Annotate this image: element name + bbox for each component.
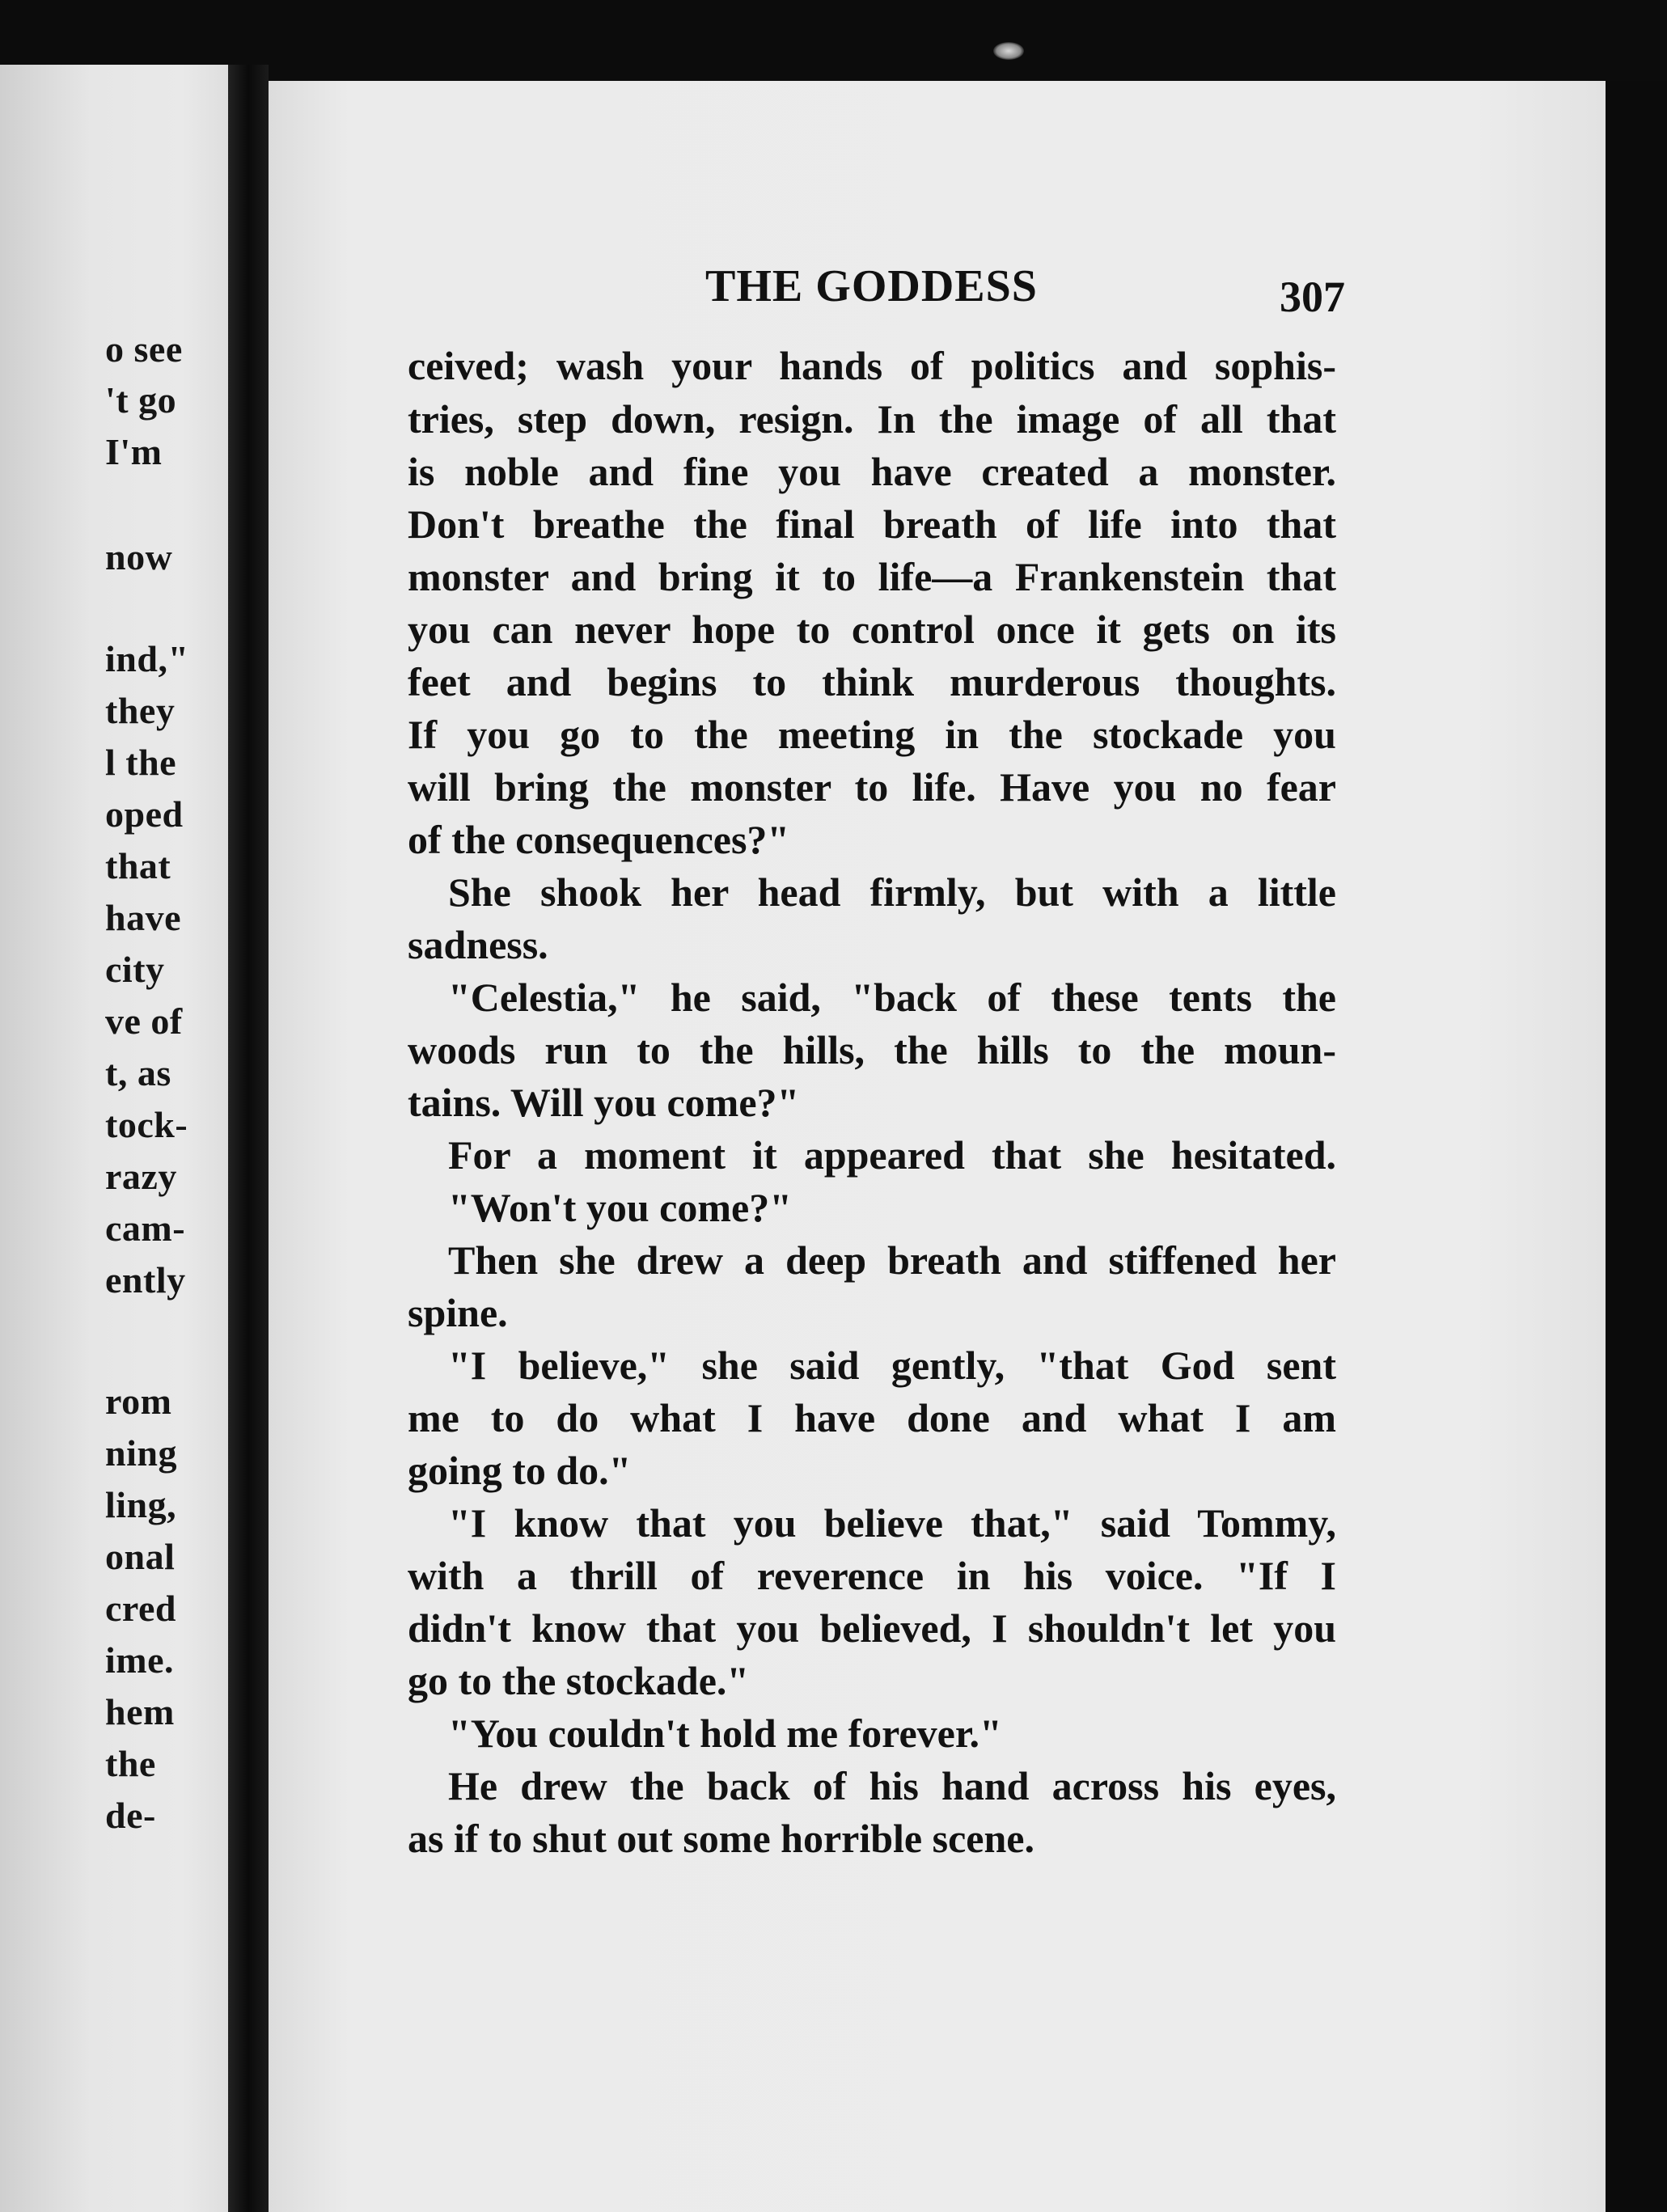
book-gutter <box>228 65 269 2212</box>
text-line: tries, step down, resign. In the image of all that <box>408 396 1336 442</box>
facing-page-fragment: now <box>105 536 173 577</box>
text-line: me to do what I have done and what I am <box>408 1395 1336 1440</box>
text-line: of the consequences?" <box>408 817 790 862</box>
facing-page-fragment: tock- <box>105 1104 188 1145</box>
running-head: THE GODDESS <box>705 261 1038 311</box>
scan-speck <box>993 42 1024 60</box>
text-line: Then she drew a deep breath and stiffened her <box>448 1237 1336 1283</box>
text-line: didn't know that you believed, I shouldn't let you <box>408 1605 1336 1651</box>
text-line: "I know that you believe that," said Tommy, <box>448 1500 1336 1546</box>
text-line: go to the stockade." <box>408 1658 750 1703</box>
text-line: "I believe," she said gently, "that God sent <box>448 1343 1336 1388</box>
text-line: She shook her head firmly, but with a little <box>448 869 1336 915</box>
facing-page-fragment: cred <box>105 1588 177 1629</box>
facing-page-fragment: they <box>105 690 176 731</box>
facing-page-fragment: oped <box>105 793 184 835</box>
text-line: monster and bring it to life—a Frankenstein that <box>408 554 1336 599</box>
text-line: ceived; wash your hands of politics and sophis- <box>408 343 1336 388</box>
text-line: "Celestia," he said, "back of these tents the <box>448 975 1336 1020</box>
facing-page-fragment: ning <box>105 1432 177 1474</box>
facing-page-fragment: have <box>105 897 181 938</box>
text-line: "You couldn't hold me forever." <box>448 1711 1002 1756</box>
facing-page-fragment: hem <box>105 1691 175 1732</box>
facing-page-fragment: ling, <box>105 1484 177 1525</box>
text-line: For a moment it appeared that she hesitated. <box>448 1132 1336 1178</box>
facing-page-fragment: t, as <box>105 1052 171 1093</box>
facing-page-fragment: cam- <box>105 1208 186 1249</box>
facing-page-fragment: l the <box>105 742 177 783</box>
facing-page-fragment: rom <box>105 1381 172 1422</box>
text-line: with a thrill of reverence in his voice. "If I <box>408 1553 1336 1598</box>
book-page <box>269 81 1606 2212</box>
text-line: spine. <box>408 1290 508 1335</box>
facing-page-fragment: ime. <box>105 1639 175 1681</box>
facing-page-fragment: that <box>105 845 171 886</box>
facing-page-fragment: onal <box>105 1536 176 1577</box>
facing-page-fragment: ently <box>105 1259 186 1301</box>
text-line: sadness. <box>408 922 548 967</box>
text-line: "Won't you come?" <box>448 1185 792 1230</box>
page-number: 307 <box>1280 273 1345 321</box>
text-line: He drew the back of his hand across his eyes, <box>448 1763 1336 1808</box>
facing-page-fragment: 't go <box>105 379 177 421</box>
text-line: woods run to the hills, the hills to the moun- <box>408 1027 1336 1072</box>
facing-page-fragment: de- <box>105 1795 156 1836</box>
text-line: is noble and fine you have created a monster. <box>408 449 1336 494</box>
facing-page-edge <box>0 65 228 2212</box>
text-line: If you go to the meeting in the stockade you <box>408 712 1336 757</box>
facing-page-fragment: o see <box>105 328 183 370</box>
text-line: will bring the monster to life. Have you no fear <box>408 764 1336 810</box>
scan-right-border <box>1606 81 1667 2212</box>
facing-page-fragment: city <box>105 949 165 990</box>
facing-page-fragment: ind," <box>105 638 189 679</box>
text-line: you can never hope to control once it gets on its <box>408 607 1336 652</box>
text-line: going to do." <box>408 1448 632 1493</box>
facing-page-fragment: I'm <box>105 431 163 472</box>
text-line: as if to shut out some horrible scene. <box>408 1816 1034 1861</box>
facing-page-fragment: ve of <box>105 1000 183 1042</box>
facing-page-fragment: the <box>105 1743 156 1784</box>
facing-page-fragment: razy <box>105 1156 177 1197</box>
text-line: tains. Will you come?" <box>408 1080 800 1125</box>
text-line: feet and begins to think murderous thoughts. <box>408 659 1336 704</box>
text-line: Don't breathe the final breath of life into that <box>408 501 1336 547</box>
